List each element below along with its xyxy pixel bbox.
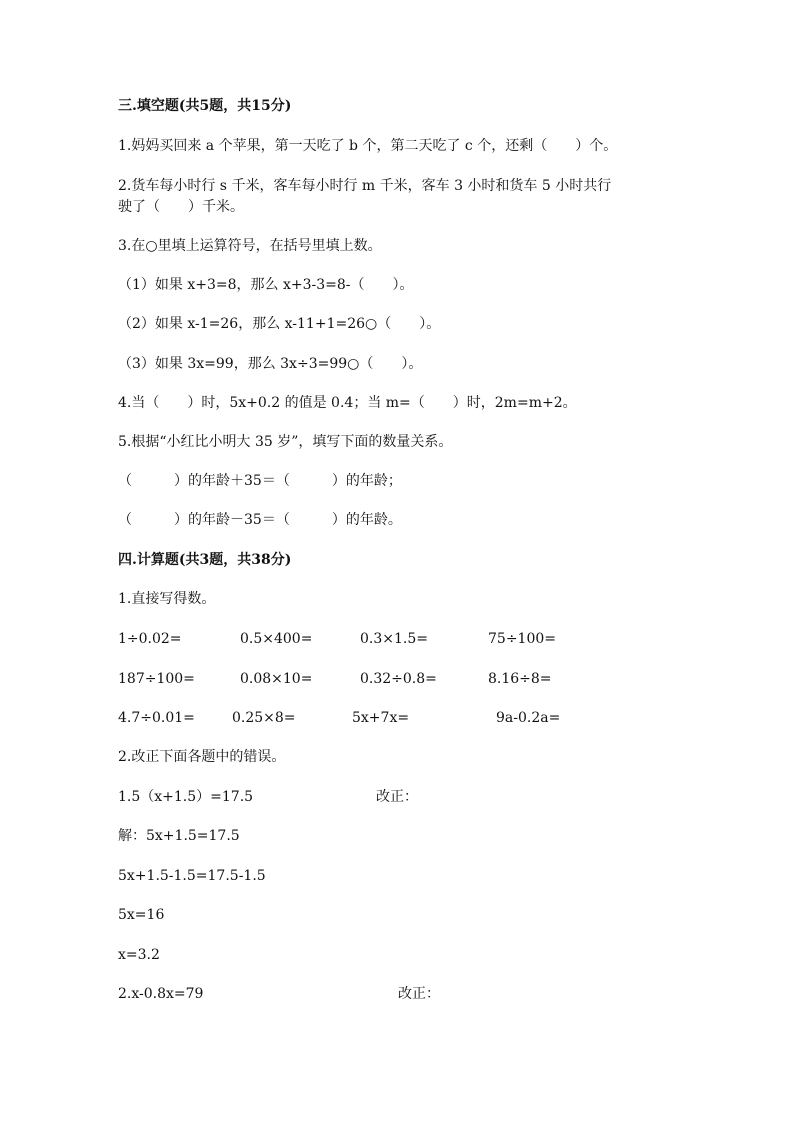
- question-3-part-1: （1）如果 x+3=8，那么 x+3-3=8-（ ）。: [118, 277, 414, 293]
- calc-item: 5x+7x=: [352, 710, 410, 726]
- solution-step-4: x=3.2: [118, 947, 160, 963]
- section-3-title: 三.填空题(共5题，共15分): [118, 98, 292, 114]
- section-4-title: 四.计算题(共3题，共38分): [118, 552, 292, 568]
- calc-item: 0.25×8=: [232, 710, 296, 726]
- question-1: 1.妈妈买回来 a 个苹果，第一天吃了 b 个，第二天吃了 c 个，还剩（ ）个。: [118, 138, 618, 154]
- calc-item: 8.16÷8=: [488, 671, 552, 687]
- calc-item: 0.32÷0.8=: [360, 671, 437, 687]
- question-3-part-3: （3）如果 3x=99，那么 3x÷3=99○（ ）。: [118, 356, 423, 372]
- question-2-line-1: 2.货车每小时行 s 千米，客车每小时行 m 千米，客车 3 小时和货车 5 小时共行: [118, 178, 612, 194]
- calc-item: 0.3×1.5=: [360, 631, 428, 647]
- question-5: 5.根据“小红比小明大 35 岁”，填写下面的数量关系。: [118, 434, 453, 450]
- calc-question-1: 1.直接写得数。: [118, 591, 216, 607]
- calc-item: 0.5×400=: [240, 631, 313, 647]
- calc-item: 4.7÷0.01=: [118, 710, 195, 726]
- equation-2: 2.x-0.8x=79: [118, 986, 204, 1002]
- solution-step-1: 解：5x+1.5=17.5: [118, 828, 240, 844]
- calc-item: 9a-0.2a=: [496, 710, 561, 726]
- question-4: 4.当（ ）时，5x+0.2 的值是 0.4；当 m=（ ）时，2m=m+2。: [118, 395, 577, 411]
- solution-step-3: 5x=16: [118, 907, 165, 923]
- calc-item: 187÷100=: [118, 671, 195, 687]
- calc-item: 1÷0.02=: [118, 631, 182, 647]
- correction-label-1: 改正：: [376, 789, 418, 805]
- calc-item: 0.08×10=: [240, 671, 313, 687]
- solution-step-2: 5x+1.5-1.5=17.5-1.5: [118, 868, 266, 884]
- question-2-line-2: 驶了（ ）千米。: [118, 199, 244, 215]
- question-3: 3.在○里填上运算符号，在括号里填上数。: [118, 238, 382, 254]
- calc-question-2: 2.改正下面各题中的错误。: [118, 749, 286, 765]
- question-5-relation-2: （ ）的年龄－35＝（ ）的年龄。: [118, 512, 402, 528]
- question-5-relation-1: （ ）的年龄＋35＝（ ）的年龄；: [118, 473, 402, 489]
- calc-item: 75÷100=: [488, 631, 556, 647]
- equation-1: 1.5（x+1.5）=17.5: [118, 789, 254, 805]
- correction-label-2: 改正：: [398, 986, 440, 1002]
- question-3-part-2: （2）如果 x-1=26，那么 x-11+1=26○（ ）。: [118, 316, 441, 332]
